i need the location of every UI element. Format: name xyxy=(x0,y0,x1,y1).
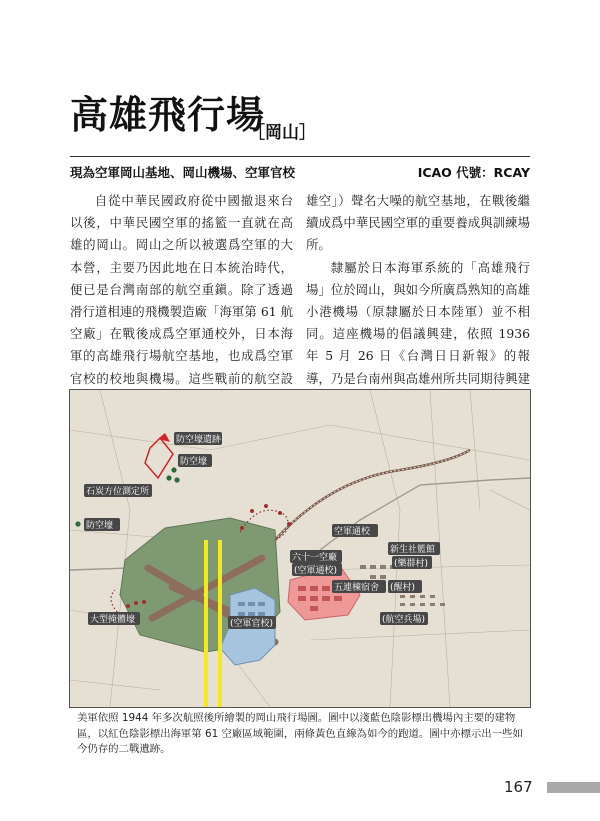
page-tab-bar xyxy=(547,782,600,793)
map-caption: 美軍依照 1944 年多次航照後所繪製的岡山飛行場圖。圖中以淺藍色陰影標出機場內主要的建物區，以紅色陰影標出海軍第 61 空廠區域範圍，兩條黃色直線為如今的跑道。圖中亦標示出一些如今仍存的二戰遺跡。 xyxy=(77,712,523,755)
title-divider xyxy=(70,156,530,157)
label-five-dorms: 五連棟宿舍 xyxy=(334,583,380,593)
page-number: 167 xyxy=(504,778,533,796)
label-big-shelter: 大型掩體壕 xyxy=(90,615,136,625)
body-paragraph: 自從中華民國政府從中國撤退來台以後，中華民國空軍的搖籃一直就在高雄的岡山。岡山之所以被選爲空軍的大本營，主要乃因此地在日本統治時代，便已是台灣南部的航空重鎭。除了透過滑行道相連的飛機製造廠「海軍第 61 航空廠」在戰後成爲空軍通校外，日本海軍的高雄飛行場航空基地，也成爲空軍官校的校地與機場。這些戰前的航空設 xyxy=(70,193,293,386)
airfield-map xyxy=(69,389,531,708)
label-comms-school-2: (空軍通校) xyxy=(294,566,338,576)
label-shelter-2: 防空壕 xyxy=(180,457,208,467)
label-dorm-village: (醒村) xyxy=(390,583,416,593)
location-tag: ［岡山］ xyxy=(248,123,316,143)
label-barracks: (航空兵場) xyxy=(382,615,426,625)
subtitle: 現為空軍岡山基地、岡山機場、空軍官校 xyxy=(70,165,296,180)
icao-code: ICAO 代號：RCAY xyxy=(417,165,530,180)
label-navy-61-depot: 六十一空廠 xyxy=(292,553,338,563)
label-air-force-comms-school: 空軍通校 xyxy=(334,527,371,537)
label-direction-finder: 石炭方位測定所 xyxy=(86,487,150,497)
label-sixth-village: (樂群村) xyxy=(394,559,429,569)
label-new-village: 新生社籃館 xyxy=(390,545,436,555)
label-air-raid-shelter: 防空壕遺跡 xyxy=(176,435,222,445)
label-shelter-3: 防空壕 xyxy=(86,521,114,531)
body-paragraph-continued: 雄空」）聲名大噪的航空基地，在戰後繼續成爲中華民國空軍的重要養成與訓練場所。 xyxy=(306,193,530,253)
body-paragraph: 隸屬於日本海軍系統的「高雄飛行場」位於岡山，與如今所廣爲熟知的高雄小港機場（原隸屬於日本陸軍）並不相同。這座機場的倡議興建，依照 1936 年 5 月 26 日《台灣日日新報》的報導，乃是台南州與高雄州所共同期待興建 xyxy=(306,259,530,386)
label-academy: (空軍官校) xyxy=(230,619,274,629)
page-title: 高雄飛行場 xyxy=(70,92,266,137)
